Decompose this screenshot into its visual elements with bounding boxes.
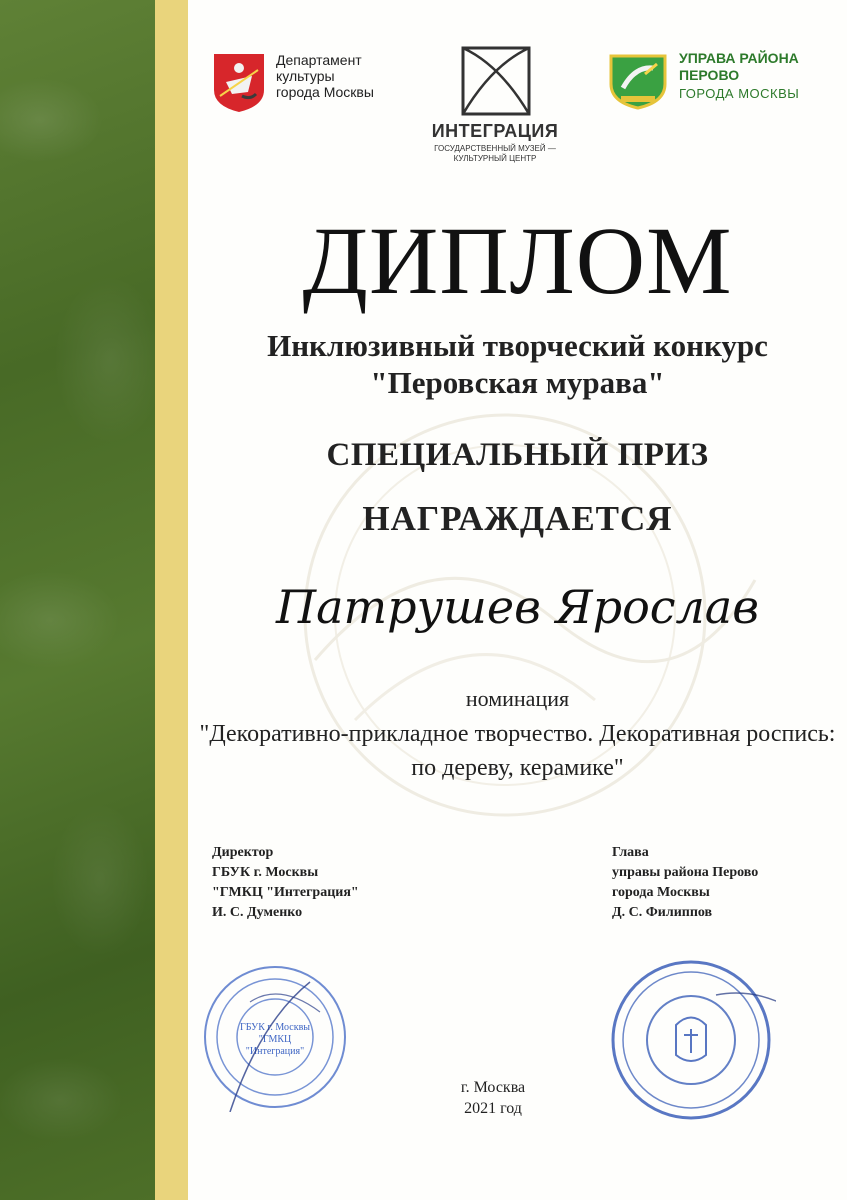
integration-museum-title: ИНТЕГРАЦИЯ — [431, 121, 559, 141]
left-signatory-line: "ГМКЦ "Интеграция" — [212, 885, 359, 900]
nomination-label: номинация — [465, 686, 570, 711]
awarded-heading: НАГРАЖДАЕТСЯ — [362, 499, 673, 538]
left-signatory-line: Директор — [212, 845, 274, 860]
place-and-year — [388, 1077, 598, 1119]
recipient-name: Патрушев Ярослав — [275, 580, 760, 634]
right-signatory-line: Глава — [612, 845, 649, 860]
perovo-city-label: ГОРОДА МОСКВЫ — [679, 86, 800, 101]
right-signatory-block — [612, 843, 758, 923]
decorative-green-stripe — [0, 0, 155, 1200]
left-signatory-block — [212, 843, 359, 923]
left-signatory-line: И. С. Думенко — [212, 905, 303, 920]
decorative-gold-stripe — [155, 0, 188, 1200]
right-signatory-line: управы района Перово — [612, 865, 759, 880]
left-signatory-line: ГБУК г. Москвы — [212, 865, 319, 880]
svg-text:ГБУК г. Москвы: ГБУК г. Москвы — [239, 1022, 311, 1033]
integration-museum-subtitle: ГОСУДАРСТВЕННЫЙ МУЗЕЙ — КУЛЬТУРНЫЙ ЦЕНТР — [434, 144, 556, 163]
diploma-title: ДИПЛОМ — [302, 207, 733, 314]
contest-name: Инклюзивный творческий конкурс "Перовская мурава" — [267, 328, 768, 400]
right-signatory-line: Д. С. Филиппов — [612, 905, 713, 920]
year-label: 2021 год — [464, 1100, 522, 1117]
perovo-administration-label: УПРАВА РАЙОНА ПЕРОВО — [679, 50, 799, 83]
moscow-coat-of-arms-icon — [212, 52, 266, 114]
right-signatory-line: города Москвы — [612, 885, 710, 900]
nomination-value: "Декоративно-прикладное творчество. Декоративная роспись: по дереву, керамике" — [199, 721, 836, 781]
integration-museum-logo-icon — [460, 45, 532, 117]
left-round-stamp-icon — [200, 962, 350, 1112]
city-label: г. Москва — [460, 1079, 526, 1096]
svg-text:"ГМКЦ: "ГМКЦ — [258, 1034, 292, 1045]
right-round-stamp-icon — [606, 955, 776, 1125]
svg-text:"Интеграция": "Интеграция" — [245, 1046, 305, 1057]
prize-heading: СПЕЦИАЛЬНЫЙ ПРИЗ — [326, 437, 709, 473]
moscow-culture-department-label: Департамент культуры города Москвы — [276, 52, 374, 100]
perovo-district-emblem-icon — [607, 52, 669, 110]
